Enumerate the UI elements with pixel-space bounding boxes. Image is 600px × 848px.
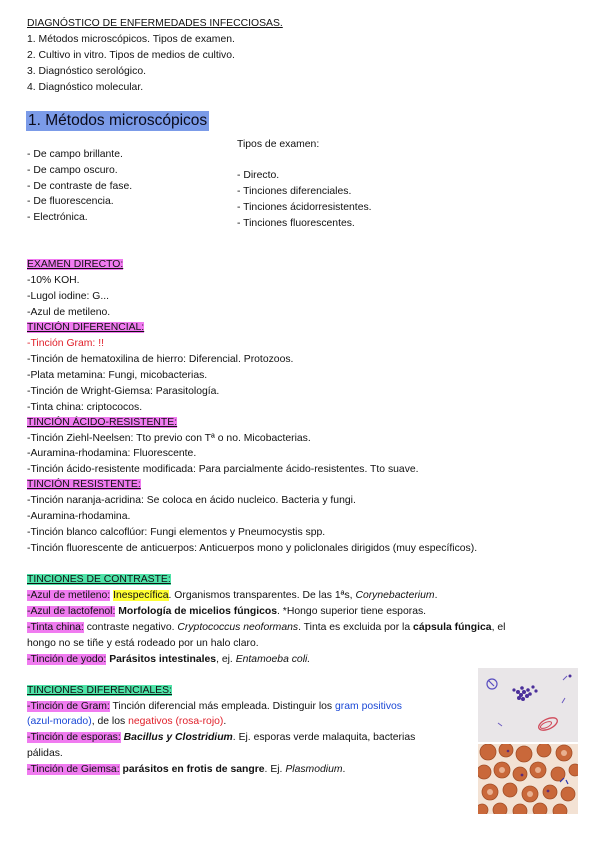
text-bold: cápsula fúngica — [413, 622, 492, 633]
text-line-tinta-china — [27, 621, 505, 635]
text-span: . — [223, 716, 227, 727]
text-span: contraste negativo. — [86, 622, 175, 633]
text-line: -Tinción blanco calcoflúor: Fungi elementos y Pneumocystis spp. — [27, 527, 326, 538]
text-span: , de los — [91, 716, 126, 727]
text-italic: Entamoeba coli. — [235, 654, 311, 665]
text-span: . Organismos transparentes. De las 1ªs, — [168, 590, 353, 601]
text-bold: Morfología de micelios fúngicos — [118, 606, 278, 617]
text-bold: parásitos en frotis de sangre — [122, 764, 265, 775]
text-line-lactofenol — [27, 605, 426, 619]
index-item-3: 3. Diagnóstico serológico. — [27, 66, 146, 77]
gram-stain-image — [478, 668, 578, 742]
heading-tincion-resistente: TINCIÓN RESISTENTE: — [27, 479, 141, 490]
text-span: Tinción diferencial más empleada. Distinguir los — [112, 701, 333, 712]
label-tincion-gram: -Tinción de Gram: — [27, 701, 110, 712]
text-line-giemsa — [27, 763, 345, 777]
method-item: - De campo brillante. — [27, 149, 123, 160]
label-tincion-giemsa: -Tinción de Giemsa: — [27, 764, 120, 775]
text-line-yodo — [27, 653, 310, 667]
giemsa-smear-image — [478, 744, 578, 814]
section-heading-metodos: 1. Métodos microscópicos — [28, 112, 208, 129]
heading-tinciones-contraste: TINCIONES DE CONTRASTE: — [27, 574, 171, 585]
label-azul-metileno: -Azul de metileno: — [27, 590, 111, 601]
text-span: . — [342, 764, 346, 775]
text-span: . — [434, 590, 438, 601]
text-span: . Ej. — [264, 764, 283, 775]
text-line: -Tinción de Wright-Giemsa: Parasitología. — [27, 386, 220, 397]
text-span: , ej. — [216, 654, 233, 665]
text-line: -Tinción fluorescente de anticuerpos: Anticuerpos mono y policlonales dirigidos (muy específicos). — [27, 543, 478, 554]
text-line: -Auramina-rhodamina. — [27, 511, 131, 522]
text-line: -Tinta china: criptococos. — [27, 402, 143, 413]
document-title: DIAGNÓSTICO DE ENFERMEDADES INFECCIOSAS. — [27, 18, 283, 29]
text-line-azul-metileno — [27, 589, 437, 603]
text-italic: Corynebacterium — [355, 590, 435, 601]
text-italic: Cryptococcus neoformans — [177, 622, 299, 633]
heading-tincion-diferencial: TINCIÓN DIFERENCIAL: — [27, 322, 145, 333]
text-span: . Ej. esporas verde malaquita, bacterias — [232, 732, 416, 743]
text-line: -Tinción naranja-acridina: Se coloca en ácido nucleico. Bacteria y fungi. — [27, 495, 356, 506]
exam-type-item: - Directo. — [237, 170, 280, 181]
text-span: . *Hongo superior tiene esporas. — [277, 606, 427, 617]
text-line: hongo no se tiñe y está rodeado por un halo claro. — [27, 638, 259, 649]
method-item: - De campo oscuro. — [27, 165, 118, 176]
heading-tinciones-diferenciales: TINCIONES DIFERENCIALES: — [27, 685, 172, 696]
index-item-1: 1. Métodos microscópicos. Tipos de examen. — [27, 34, 235, 45]
text-gram-negativos: negativos (rosa-rojo) — [128, 716, 224, 727]
exam-type-item: - Tinciones diferenciales. — [237, 186, 352, 197]
text-line-gram: -Tinción Gram: !! — [27, 338, 104, 349]
text-line: -10% KOH. — [27, 275, 80, 286]
text-line: -Tinción de hematoxilina de hierro: Diferencial. Protozoos. — [27, 354, 294, 365]
exam-type-item: - Tinciones ácidorresistentes. — [237, 202, 372, 213]
method-item: - Electrónica. — [27, 212, 88, 223]
exam-types-title: Tipos de examen: — [237, 139, 320, 150]
gram-stain-illustration — [478, 668, 578, 742]
text-line-gram — [27, 700, 402, 714]
text-line — [27, 715, 226, 729]
giemsa-smear-illustration — [478, 744, 578, 814]
heading-tincion-acido-resistente: TINCIÓN ÁCIDO-RESISTENTE: — [27, 417, 178, 428]
highlight-inespecifica: Inespecífica — [113, 590, 169, 601]
exam-type-item: - Tinciones fluorescentes. — [237, 218, 355, 229]
text-line: -Tinción Ziehl-Neelsen: Tto previo con Tª o no. Micobacterias. — [27, 433, 311, 444]
index-item-2: 2. Cultivo in vitro. Tipos de medios de cultivo. — [27, 50, 235, 61]
text-italic: Plasmodium — [285, 764, 343, 775]
label-tincion-yodo: -Tinción de yodo: — [27, 654, 107, 665]
text-line: -Plata metamina: Fungi, micobacterias. — [27, 370, 208, 381]
text-line: pálidas. — [27, 748, 63, 759]
method-item: - De fluorescencia. — [27, 196, 114, 207]
text-line: -Azul de metileno. — [27, 307, 111, 318]
label-tinta-china: -Tinta china: — [27, 622, 84, 633]
method-item: - De contraste de fase. — [27, 181, 133, 192]
text-line: -Auramina-rhodamina: Fluorescente. — [27, 448, 197, 459]
text-line: -Lugol iodine: G... — [27, 291, 110, 302]
heading-examen-directo: EXAMEN DIRECTO: — [27, 259, 124, 270]
text-span: . Tinta es excluida por la — [298, 622, 411, 633]
text-line: -Tinción ácido-resistente modificada: Para parcialmente ácido-resistentes. Tto suave. — [27, 464, 419, 475]
index-item-4: 4. Diagnóstico molecular. — [27, 82, 144, 93]
text-azul-morado: (azul-morado) — [27, 716, 92, 727]
text-bold: Parásitos intestinales — [109, 654, 217, 665]
text-span: , el — [491, 622, 506, 633]
text-italic: Bacillus y Clostridium — [123, 732, 233, 743]
text-gram-positivos: gram positivos — [335, 701, 403, 712]
label-tincion-esporas: -Tinción de esporas: — [27, 732, 121, 743]
text-line-esporas — [27, 731, 415, 745]
label-lactofenol: -Azul de lactofenol: — [27, 606, 116, 617]
